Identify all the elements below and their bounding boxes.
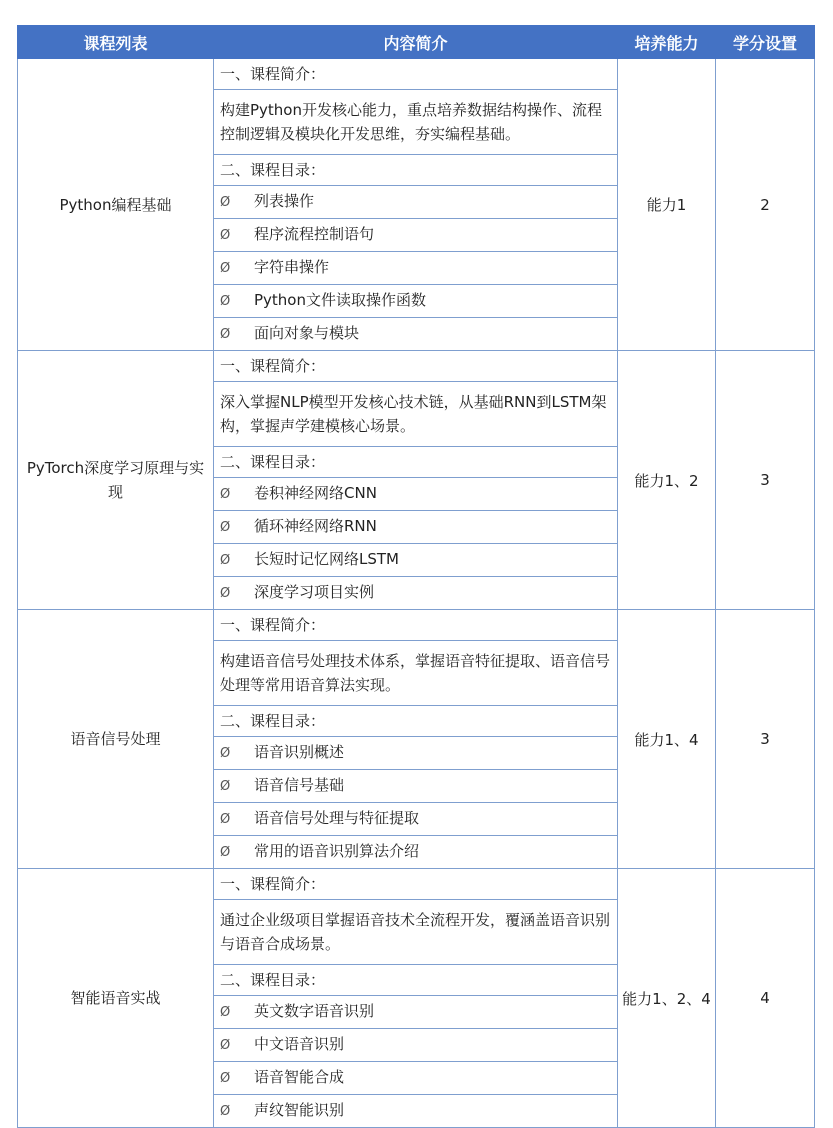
catalog-item-label: 程序流程控制语句 xyxy=(254,225,375,243)
bullet-icon: Ø xyxy=(220,746,231,761)
course-credits: 4 xyxy=(716,869,815,1128)
bullet-icon: Ø xyxy=(220,294,231,309)
bullet-icon: Ø xyxy=(220,553,231,568)
catalog-item xyxy=(214,1062,617,1095)
catalog-item xyxy=(214,511,617,544)
catalog-item xyxy=(214,836,617,868)
course-row xyxy=(18,610,815,869)
intro-title: 一、课程简介： xyxy=(214,351,617,382)
catalog-item-label: 中文语音识别 xyxy=(254,1035,345,1053)
bullet-icon: Ø xyxy=(220,520,231,535)
intro-text: 构建语音信号处理技术体系，掌握语音特征提取、语音信号处理等常用语音算法实现。 xyxy=(214,641,617,706)
catalog-item-label: 列表操作 xyxy=(254,192,315,210)
catalog-item-label: 长短时记忆网络LSTM xyxy=(254,550,399,568)
catalog-item-label: 卷积神经网络CNN xyxy=(254,484,377,502)
course-ability: 能力1、2 xyxy=(618,351,716,610)
bullet-icon: Ø xyxy=(220,487,231,502)
catalog-item-label: 声纹智能识别 xyxy=(254,1101,345,1119)
intro-title: 一、课程简介： xyxy=(214,869,617,900)
intro-title: 一、课程简介： xyxy=(214,610,617,641)
course-name: Python编程基础 xyxy=(18,59,214,351)
catalog-item xyxy=(214,770,617,803)
catalog-item xyxy=(214,318,617,350)
bullet-icon: Ø xyxy=(220,779,231,794)
catalog-item xyxy=(214,1029,617,1062)
intro-text: 构建Python开发核心能力，重点培养数据结构操作、流程控制逻辑及模块化开发思维，夯实编程基础。 xyxy=(214,90,617,155)
course-name: PyTorch深度学习原理与实现 xyxy=(18,351,214,610)
catalog-item xyxy=(214,285,617,318)
catalog-item-label: 循环神经网络RNN xyxy=(254,517,377,535)
bullet-icon: Ø xyxy=(220,1038,231,1053)
catalog-item-label: 字符串操作 xyxy=(254,258,330,276)
header-credits: 学分设置 xyxy=(716,26,815,59)
course-credits: 3 xyxy=(716,351,815,610)
header-ability: 培养能力 xyxy=(618,26,716,59)
header-row xyxy=(18,26,815,59)
header-course-list: 课程列表 xyxy=(18,26,214,59)
catalog-title: 二、课程目录： xyxy=(214,965,617,996)
course-row xyxy=(18,869,815,1128)
catalog-item xyxy=(214,219,617,252)
course-ability: 能力1、2、4 xyxy=(618,869,716,1128)
course-table xyxy=(17,25,815,1128)
catalog-item xyxy=(214,577,617,609)
catalog-item-label: 语音智能合成 xyxy=(254,1068,345,1086)
course-content xyxy=(214,351,618,610)
bullet-icon: Ø xyxy=(220,845,231,860)
catalog-item-label: 深度学习项目实例 xyxy=(254,583,375,601)
catalog-item-label: 语音信号基础 xyxy=(254,776,345,794)
catalog-item-label: 面向对象与模块 xyxy=(254,324,360,342)
bullet-icon: Ø xyxy=(220,1005,231,1020)
header-content: 内容简介 xyxy=(214,26,618,59)
course-content xyxy=(214,869,618,1128)
catalog-item xyxy=(214,252,617,285)
course-credits: 2 xyxy=(716,59,815,351)
catalog-item xyxy=(214,737,617,770)
catalog-item xyxy=(214,544,617,577)
course-content xyxy=(214,59,618,351)
bullet-icon: Ø xyxy=(220,228,231,243)
catalog-item xyxy=(214,996,617,1029)
bullet-icon: Ø xyxy=(220,586,231,601)
catalog-item-label: Python文件读取操作函数 xyxy=(254,291,426,309)
bullet-icon: Ø xyxy=(220,327,231,342)
catalog-item xyxy=(214,186,617,219)
intro-title: 一、课程简介： xyxy=(214,59,617,90)
course-row xyxy=(18,59,815,351)
course-ability: 能力1、4 xyxy=(618,610,716,869)
bullet-icon: Ø xyxy=(220,195,231,210)
catalog-title: 二、课程目录： xyxy=(214,447,617,478)
bullet-icon: Ø xyxy=(220,812,231,827)
course-credits: 3 xyxy=(716,610,815,869)
intro-text: 深入掌握NLP模型开发核心技术链，从基础RNN到LSTM架构，掌握声学建模核心场景。 xyxy=(214,382,617,447)
catalog-item xyxy=(214,1095,617,1127)
course-row xyxy=(18,351,815,610)
catalog-title: 二、课程目录： xyxy=(214,155,617,186)
course-ability: 能力1 xyxy=(618,59,716,351)
catalog-item-label: 语音识别概述 xyxy=(254,743,345,761)
catalog-item xyxy=(214,478,617,511)
course-name: 语音信号处理 xyxy=(18,610,214,869)
catalog-item-label: 常用的语音识别算法介绍 xyxy=(254,842,420,860)
intro-text: 通过企业级项目掌握语音技术全流程开发，覆涵盖语音识别与语音合成场景。 xyxy=(214,900,617,965)
catalog-item-label: 语音信号处理与特征提取 xyxy=(254,809,420,827)
bullet-icon: Ø xyxy=(220,261,231,276)
course-body xyxy=(18,59,815,1128)
course-name: 智能语音实战 xyxy=(18,869,214,1128)
course-content xyxy=(214,610,618,869)
bullet-icon: Ø xyxy=(220,1104,231,1119)
catalog-title: 二、课程目录： xyxy=(214,706,617,737)
catalog-item xyxy=(214,803,617,836)
catalog-item-label: 英文数字语音识别 xyxy=(254,1002,375,1020)
bullet-icon: Ø xyxy=(220,1071,231,1086)
